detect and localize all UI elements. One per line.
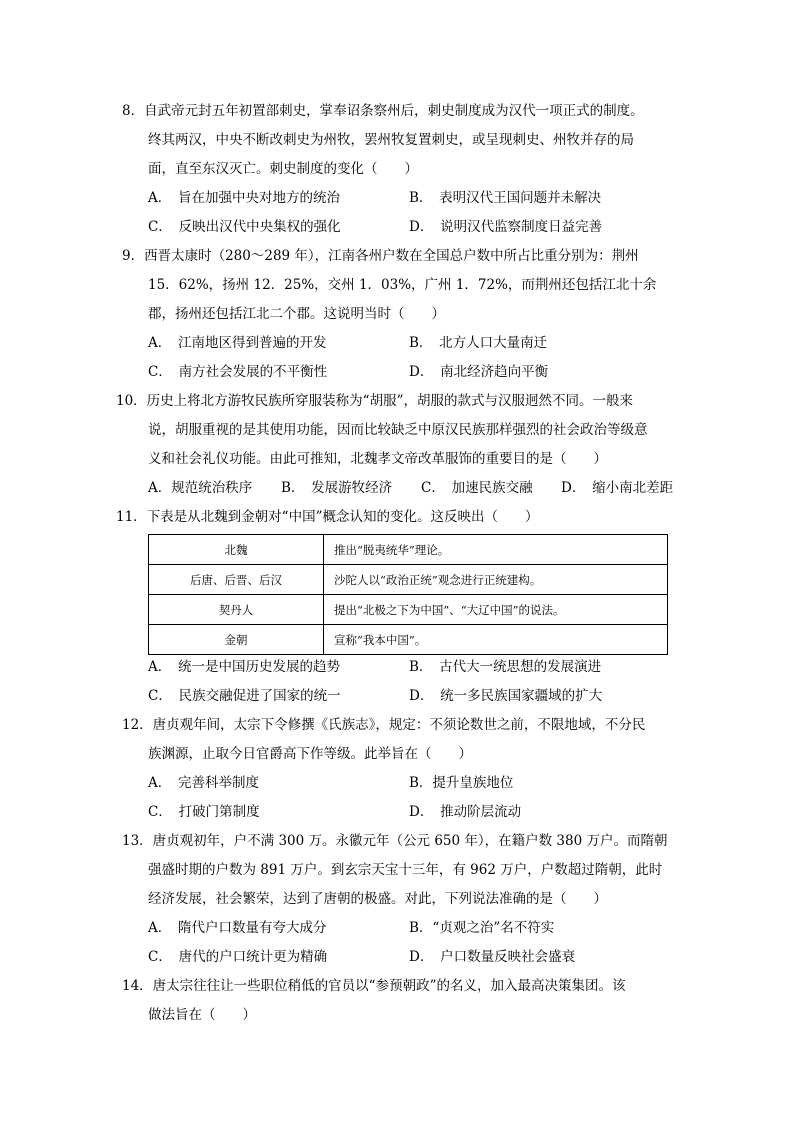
q8-stem-line-1: 8．自武帝元封五年初置部刺史，掌奉诏条察州后，刺史制度成为汉代一项正式的制度。 bbox=[122, 103, 644, 119]
q8-stem-line-2: 终其两汉，中央不断改刺史为州牧，罢州牧复置刺史，或呈现刺史、州牧并存的局 bbox=[148, 132, 634, 148]
table-cell-dynasty: 北魏 bbox=[149, 535, 324, 565]
q13-option-d[interactable]: D． 户口数量反映社会盛衰 bbox=[409, 949, 576, 965]
q13-option-c[interactable]: C． 唐代的户口统计更为精确 bbox=[148, 949, 328, 965]
q12-option-a[interactable]: A． 完善科举制度 bbox=[148, 775, 259, 791]
q13-option-b[interactable]: B．“贞观之治”名不符实 bbox=[409, 920, 555, 936]
q12-option-d[interactable]: D． 推动阶层流动 bbox=[409, 804, 522, 820]
q9-option-d[interactable]: D． 南北经济趋向平衡 bbox=[409, 364, 549, 380]
q11-stem-line-1: 11．下表是从北魏到金朝对“中国”概念认知的变化。这反映出（ ） bbox=[116, 509, 539, 525]
table-cell-dynasty: 金朝 bbox=[149, 625, 324, 655]
q12-option-b[interactable]: B．提升皇族地位 bbox=[409, 775, 514, 791]
q10-stem-line-2: 说，胡服重视的是其使用功能，因而比较缺乏中原汉民族那样强烈的社会政治等级意 bbox=[148, 422, 648, 438]
table-row bbox=[149, 625, 668, 655]
q10-option-a[interactable]: A．规范统治秩序 bbox=[148, 480, 253, 496]
q11-option-b[interactable]: B． 古代大一统思想的发展演进 bbox=[409, 659, 602, 675]
q12-option-c[interactable]: C． 打破门第制度 bbox=[148, 804, 260, 820]
q9-stem-line-2: 15．62%，扬州 12．25%，交州 1．03%，广州 1．72%，而荆州还包括江北十余 bbox=[148, 277, 657, 293]
q13-stem-line-1: 13．唐贞观初年，户不满 300 万。永徽元年（公元 650 年），在籍户数 380 万户。而隋朝 bbox=[122, 833, 668, 849]
table-cell-concept: 推出“脱夷统华”理论。 bbox=[324, 535, 668, 565]
table-row bbox=[149, 535, 668, 565]
table-row bbox=[149, 595, 668, 625]
q9-option-c[interactable]: C． 南方社会发展的不平衡性 bbox=[148, 364, 328, 380]
q11-option-d[interactable]: D． 统一多民族国家疆域的扩大 bbox=[409, 688, 603, 704]
q10-stem-line-3: 义和社会礼仪功能。由此可推知，北魏孝文帝改革服饰的重要目的是（ ） bbox=[148, 451, 607, 467]
q11-option-c[interactable]: C． 民族交融促进了国家的统一 bbox=[148, 688, 341, 704]
q8-option-b[interactable]: B． 表明汉代王国问题并未解决 bbox=[409, 190, 602, 206]
q13-option-a[interactable]: A． 隋代户口数量有夸大成分 bbox=[148, 920, 327, 936]
q9-stem-line-3: 郡，扬州还包括江北二个郡。这说明当时（ ） bbox=[148, 306, 445, 322]
table-cell-dynasty: 契丹人 bbox=[149, 595, 324, 625]
q12-stem-line-1: 12．唐贞观年间，太宗下令修撰《氏族志》，规定：不须论数世之前，不限地域，不分民 bbox=[122, 717, 646, 733]
q9-stem-line-1: 9．西晋太康时（280～289 年），江南各州户数在全国总户数中所占比重分别为：荆州 bbox=[122, 248, 639, 264]
q14-stem-line-2: 做法旨在（ ） bbox=[148, 1007, 256, 1023]
q14-stem-line-1: 14．唐太宗往往让一些职位稍低的官员以“参预朝政”的名义，加入最高决策集团。该 bbox=[122, 978, 626, 994]
table-row bbox=[149, 565, 668, 595]
q8-option-d[interactable]: D． 说明汉代监察制度日益完善 bbox=[409, 219, 603, 235]
table-cell-concept: 沙陀人以“政治正统”观念进行正统建构。 bbox=[324, 565, 668, 595]
q10-option-c[interactable]: C． 加速民族交融 bbox=[421, 480, 533, 496]
table-cell-concept: 宣称“我本中国”。 bbox=[324, 625, 668, 655]
q8-option-a[interactable]: A． 旨在加强中央对地方的统治 bbox=[148, 190, 340, 206]
q13-stem-line-2: 强盛时期的户数为 891 万户。到玄宗天宝十三年，有 962 万户，户数超过隋朝，此时 bbox=[148, 862, 663, 878]
q9-option-a[interactable]: A． 江南地区得到普遍的开发 bbox=[148, 335, 327, 351]
q12-stem-line-2: 族渊源，止取今日官爵高下作等级。此举旨在（ ） bbox=[148, 746, 472, 762]
q8-stem-line-3: 面，直至东汉灭亡。刺史制度的变化（ ） bbox=[148, 161, 418, 177]
q8-option-c[interactable]: C． 反映出汉代中央集权的强化 bbox=[148, 219, 341, 235]
q10-stem-line-1: 10．历史上将北方游牧民族所穿服装称为“胡服”，胡服的款式与汉服迥然不同。一般来 bbox=[116, 393, 633, 409]
q11-table bbox=[148, 534, 668, 655]
q13-stem-line-3: 经济发展，社会繁荣，达到了唐朝的极盛。对此，下列说法准确的是（ ） bbox=[148, 891, 607, 907]
table-cell-dynasty: 后唐、后晋、后汉 bbox=[149, 565, 324, 595]
q10-option-b[interactable]: B． 发展游牧经济 bbox=[281, 480, 393, 496]
table-cell-concept: 提出“北极之下为中国”、“大辽中国”的说法。 bbox=[324, 595, 668, 625]
q10-option-d[interactable]: D． 缩小南北差距 bbox=[561, 480, 674, 496]
q11-option-a[interactable]: A． 统一是中国历史发展的趋势 bbox=[148, 659, 340, 675]
q9-option-b[interactable]: B． 北方人口大量南迁 bbox=[409, 335, 548, 351]
